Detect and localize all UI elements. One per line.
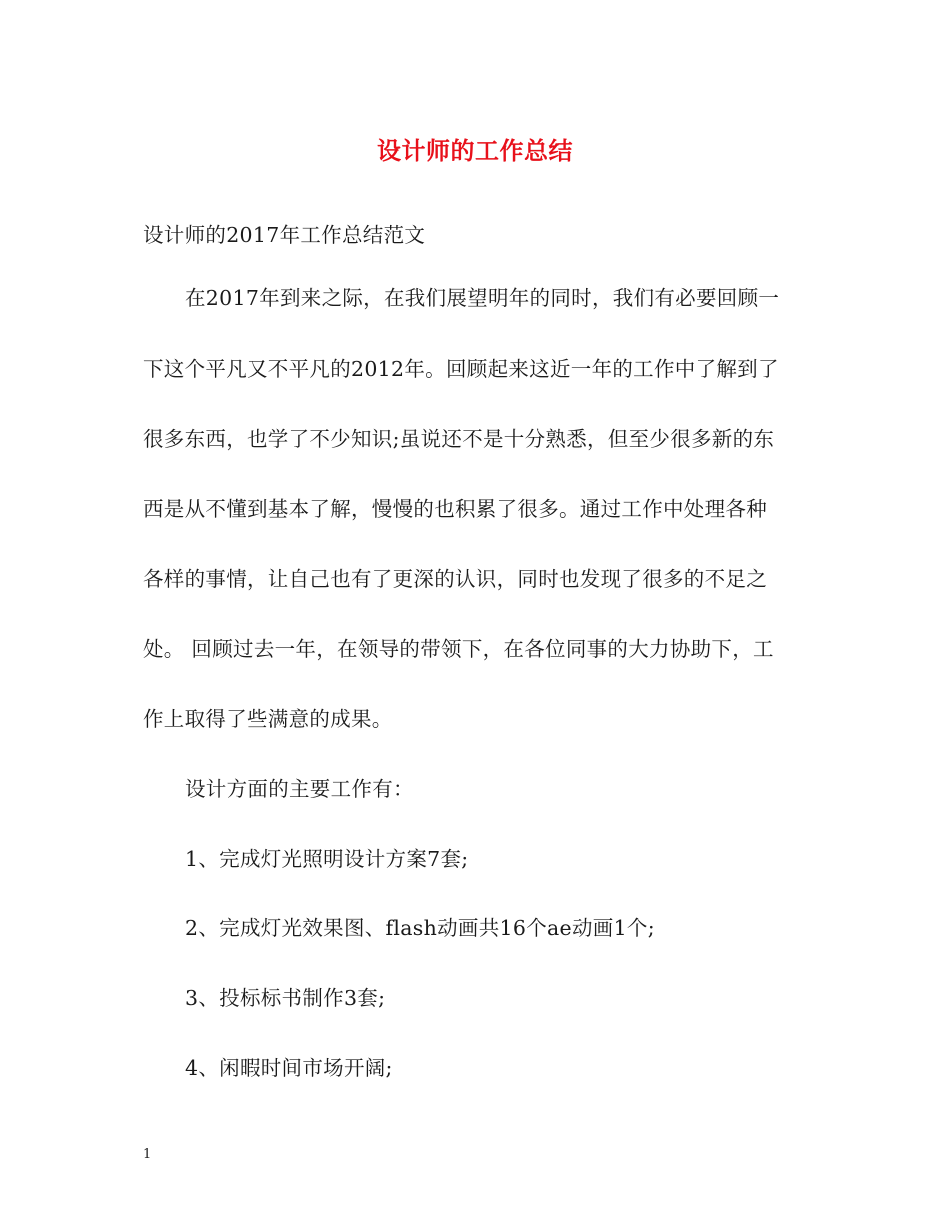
paragraph-line: 处。 回顾过去一年，在领导的带领下，在各位同事的大力协助下，工: [143, 637, 774, 661]
paragraph-line: 作上取得了些满意的成果。: [143, 707, 393, 731]
paragraph-line: 各样的事情，让自己也有了更深的认识，同时也发现了很多的不足之: [143, 567, 767, 591]
list-item: 2、完成灯光效果图、flash动画共16个ae动画1个;: [185, 916, 655, 940]
list-item: 3、投标标书制作3套;: [185, 986, 386, 1010]
paragraph-line: 下这个平凡又不平凡的2012年。回顾起来这近一年的工作中了解到了: [143, 357, 779, 381]
paragraph-line: 在2017年到来之际，在我们展望明年的同时，我们有必要回顾一: [185, 286, 780, 310]
document-title: 设计师的工作总结: [377, 137, 573, 165]
paragraph-line: 西是从不懂到基本了解，慢慢的也积累了很多。通过工作中处理各种: [143, 497, 767, 521]
document-subtitle: 设计师的2017年工作总结范文: [143, 223, 426, 247]
section-heading: 设计方面的主要工作有：: [185, 777, 414, 801]
paragraph-line: 很多东西，也学了不少知识;虽说还不是十分熟悉，但至少很多新的东: [143, 427, 775, 451]
list-item: 1、完成灯光照明设计方案7套;: [185, 847, 469, 871]
page-number: 1: [143, 1147, 152, 1162]
list-item: 4、闲暇时间市场开阔;: [185, 1056, 393, 1080]
